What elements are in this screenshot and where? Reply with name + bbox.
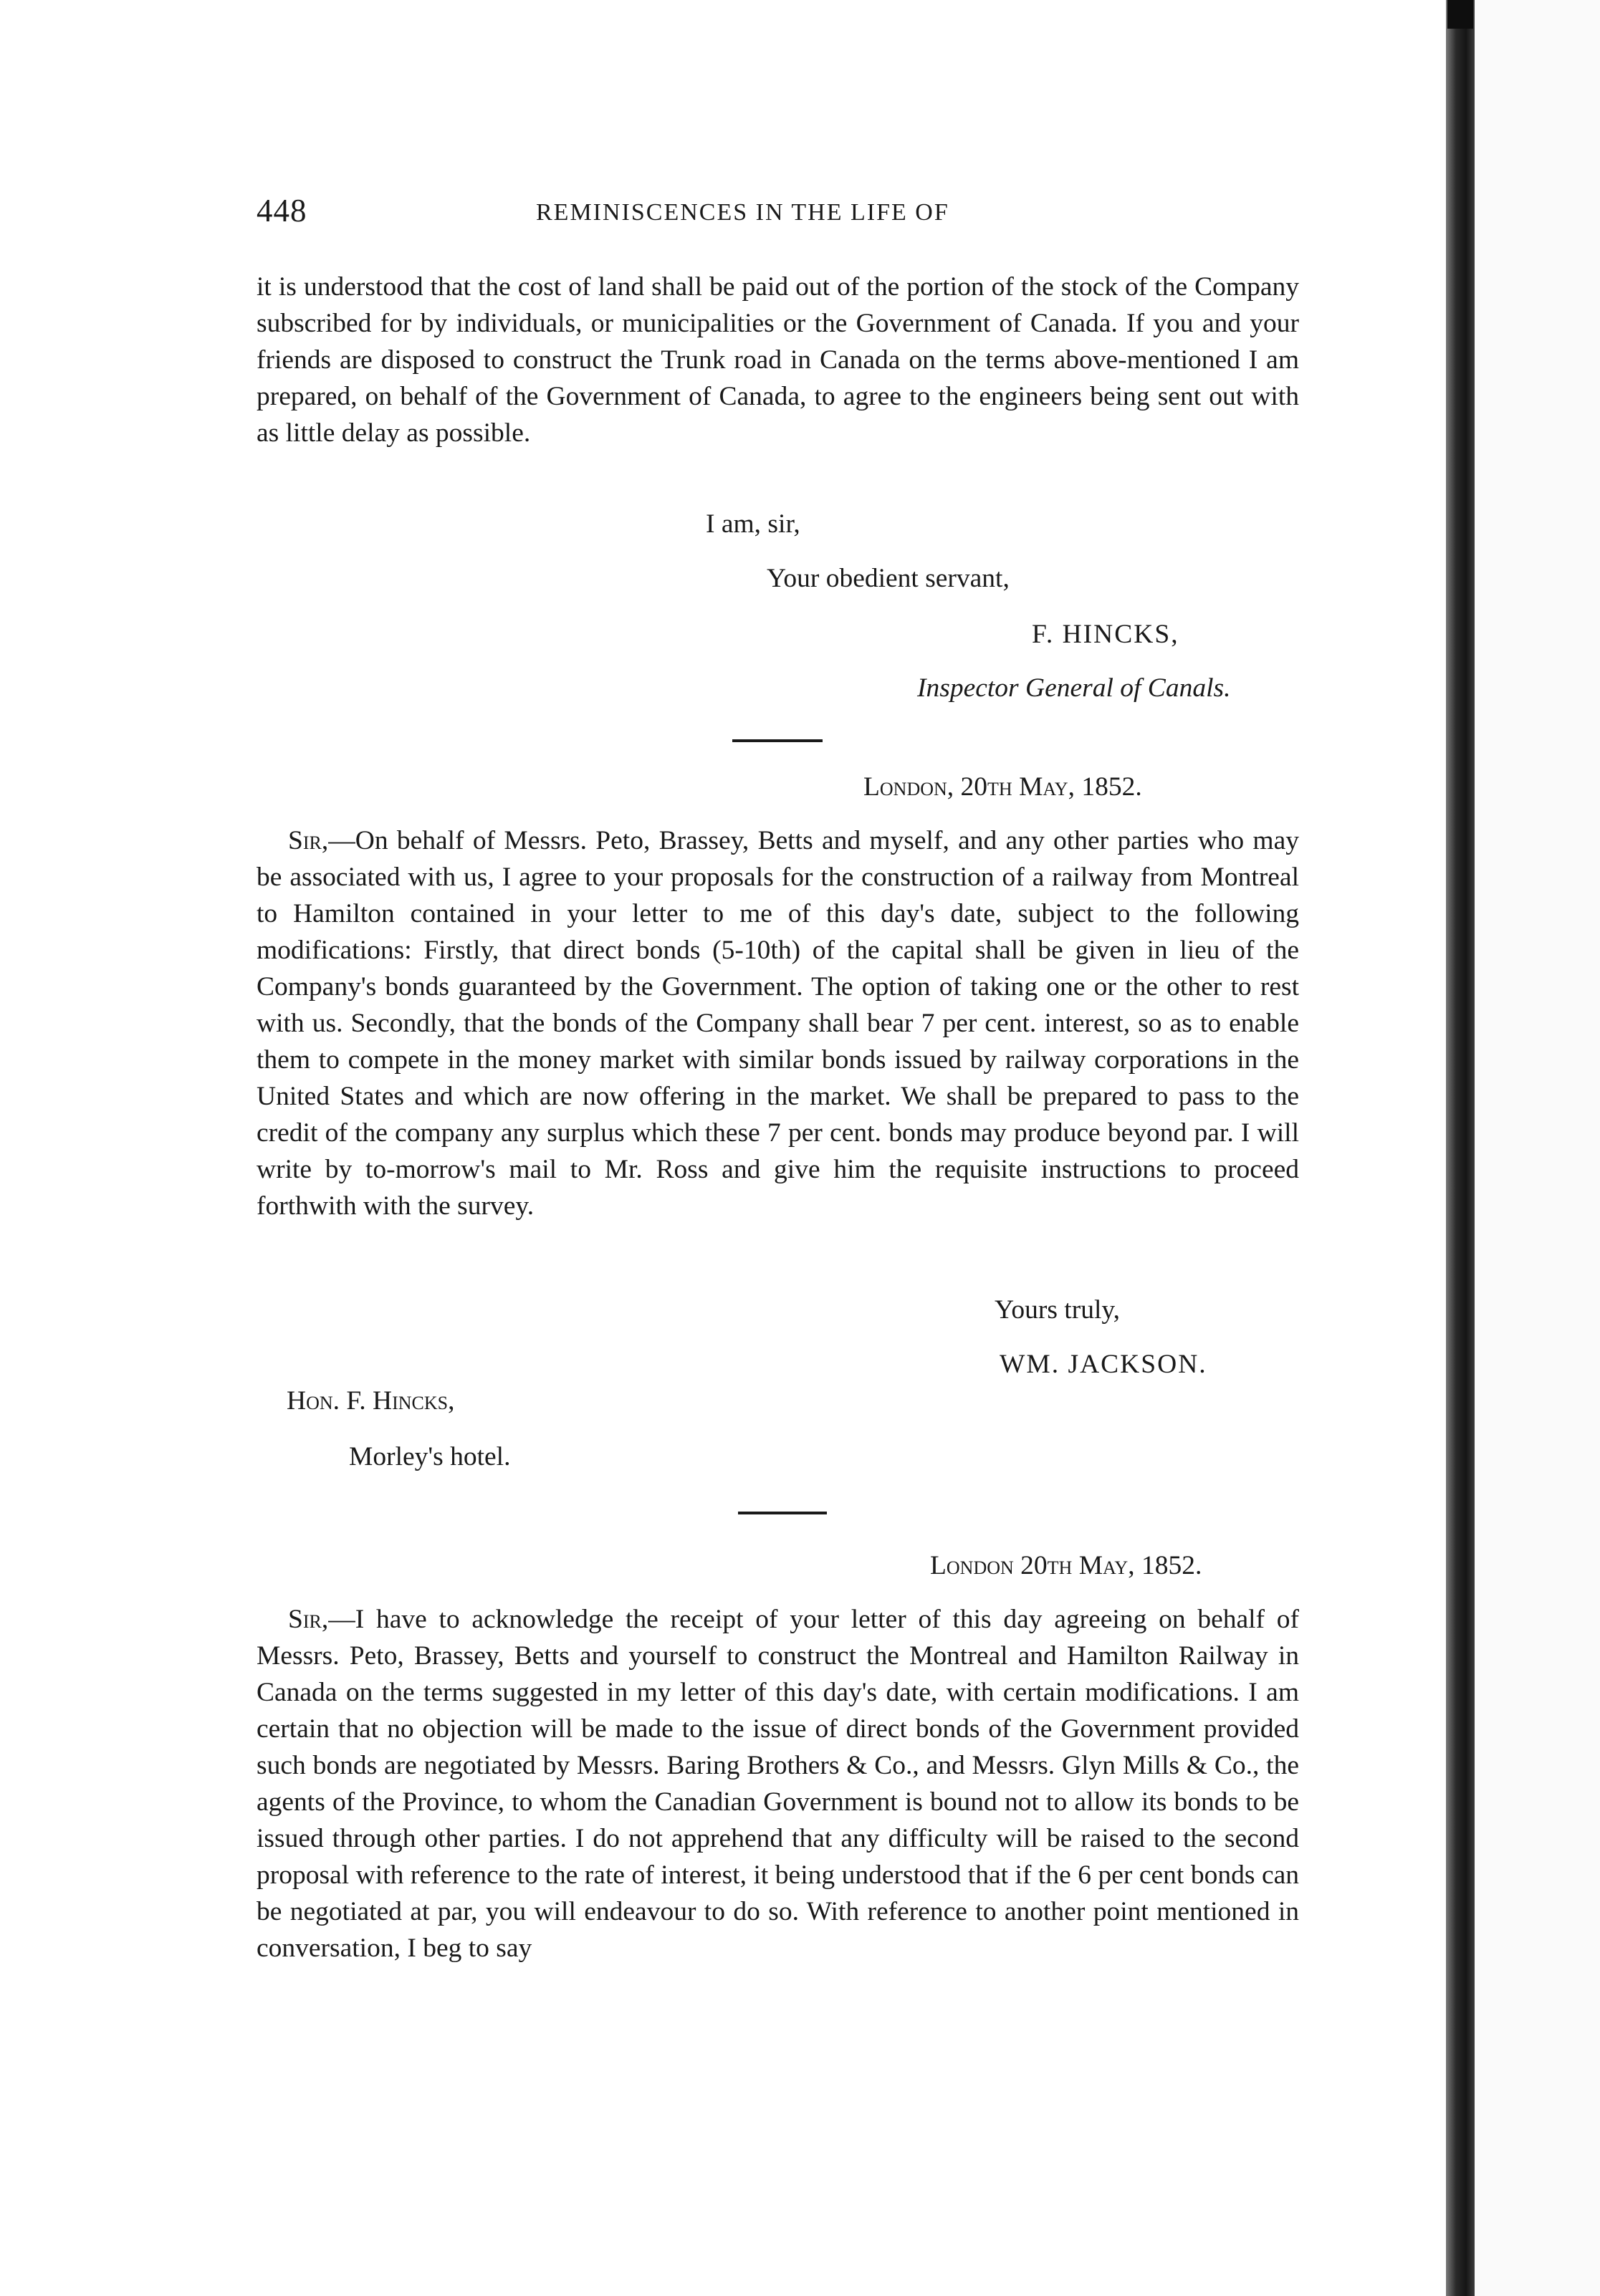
page-number: 448 — [257, 193, 307, 229]
letter-two-body: —On behalf of Messrs. Peto, Brassey, Betts and myself, and any other parties who may be associated with us, I agree to your proposals for the construction of a railway from Montreal to Hamilton contained in your letter to me of this day's date, subject to the following modifications: Firstly, that direct bonds (5-10th) of the capital shall be given in lieu of the Company's bonds guaranteed by the Government. The option of taking one or the other to rest with us. Secondly, that the bonds of the Company shall bear 7 per cent. interest, so as to enable them to compete in the money market with similar bonds issued by railway corporations in the United States and which are now offering in the market. We shall be prepared to pass to the credit of the company any surplus which these 7 per cent. bonds may produce beyond par. I will write by to-morrow's mail to Mr. Ross and give him the requisite instructions to proceed forthwith with the survey. — [257, 826, 1299, 1221]
letter-three-salutation: Sir, — [288, 1605, 329, 1634]
page-header — [257, 192, 1274, 235]
running-head: REMINISCENCES IN THE LIFE OF — [536, 199, 949, 226]
letter-one-signature-title: Inspector General of Canals. — [917, 673, 1231, 703]
letter-two-signature: WM. JACKSON. — [1000, 1350, 1207, 1379]
book-spine-top — [1447, 0, 1473, 29]
letter-three-body: —I have to acknowledge the receipt of your letter of this day agreeing on behalf of Messrs. Peto, Brassey, Betts and yourself to construct the Montreal and Hamilton Railway in Canada on the terms suggested in my letter of this day's date, with certain modifications. I am certain that no objection will be made to the issue of direct bonds of the Government provided such bonds are negotiated by Messrs. Baring Brothers & Co., and Messrs. Glyn Mills & Co., the agents of the Province, to whom the Canadian Government is bound not to allow its bonds to be issued through other parties. I do not apprehend that any difficulty will be raised to the second proposal with reference to the rate of interest, it being understood that if the 6 per cent bonds can be negotiated at par, you will endeavour to do so. With reference to another point mentioned in conversation, I beg to say — [257, 1605, 1299, 1963]
letter-two-addressee-place: Morley's hotel. — [349, 1442, 511, 1471]
letter-three-dateline: London 20th May, 1852. — [930, 1551, 1202, 1580]
letter-two-addressee-name: Hon. F. Hincks, — [287, 1386, 455, 1416]
letter-three-paragraph — [257, 1601, 1299, 1966]
letter-one-closing-line-1: I am, sir, — [706, 509, 800, 539]
letter-three-paragraph-block — [257, 1601, 1299, 1966]
letter-two-salutation: Sir, — [288, 826, 329, 855]
letter-one-signature: F. HINCKS, — [1032, 620, 1179, 649]
letter-one-closing-line-2: Your obedient servant, — [767, 564, 1010, 593]
book-spine-shadow — [1446, 0, 1475, 2296]
letter-two-closing: Yours truly, — [995, 1295, 1121, 1325]
letter-two-paragraph — [257, 822, 1299, 1224]
letter-two-paragraph-block — [257, 822, 1299, 1224]
facing-page-edge — [1475, 0, 1600, 2296]
letter-one-paragraph-block — [257, 269, 1299, 451]
letter-two-dateline: London, 20th May, 1852. — [863, 772, 1142, 802]
section-divider-1 — [732, 739, 823, 742]
section-divider-2 — [738, 1512, 827, 1514]
letter-one-paragraph: it is understood that the cost of land shall be paid out of the portion of the stock of the Company subscribed for by individuals, or municipalities or the Government of Canada. If you and your friends are disposed to construct the Trunk road in Canada on the terms above-mentioned I am prepared, on behalf of the Government of Canada, to agree to the engineers being sent out with as little delay as possible. — [257, 272, 1299, 448]
